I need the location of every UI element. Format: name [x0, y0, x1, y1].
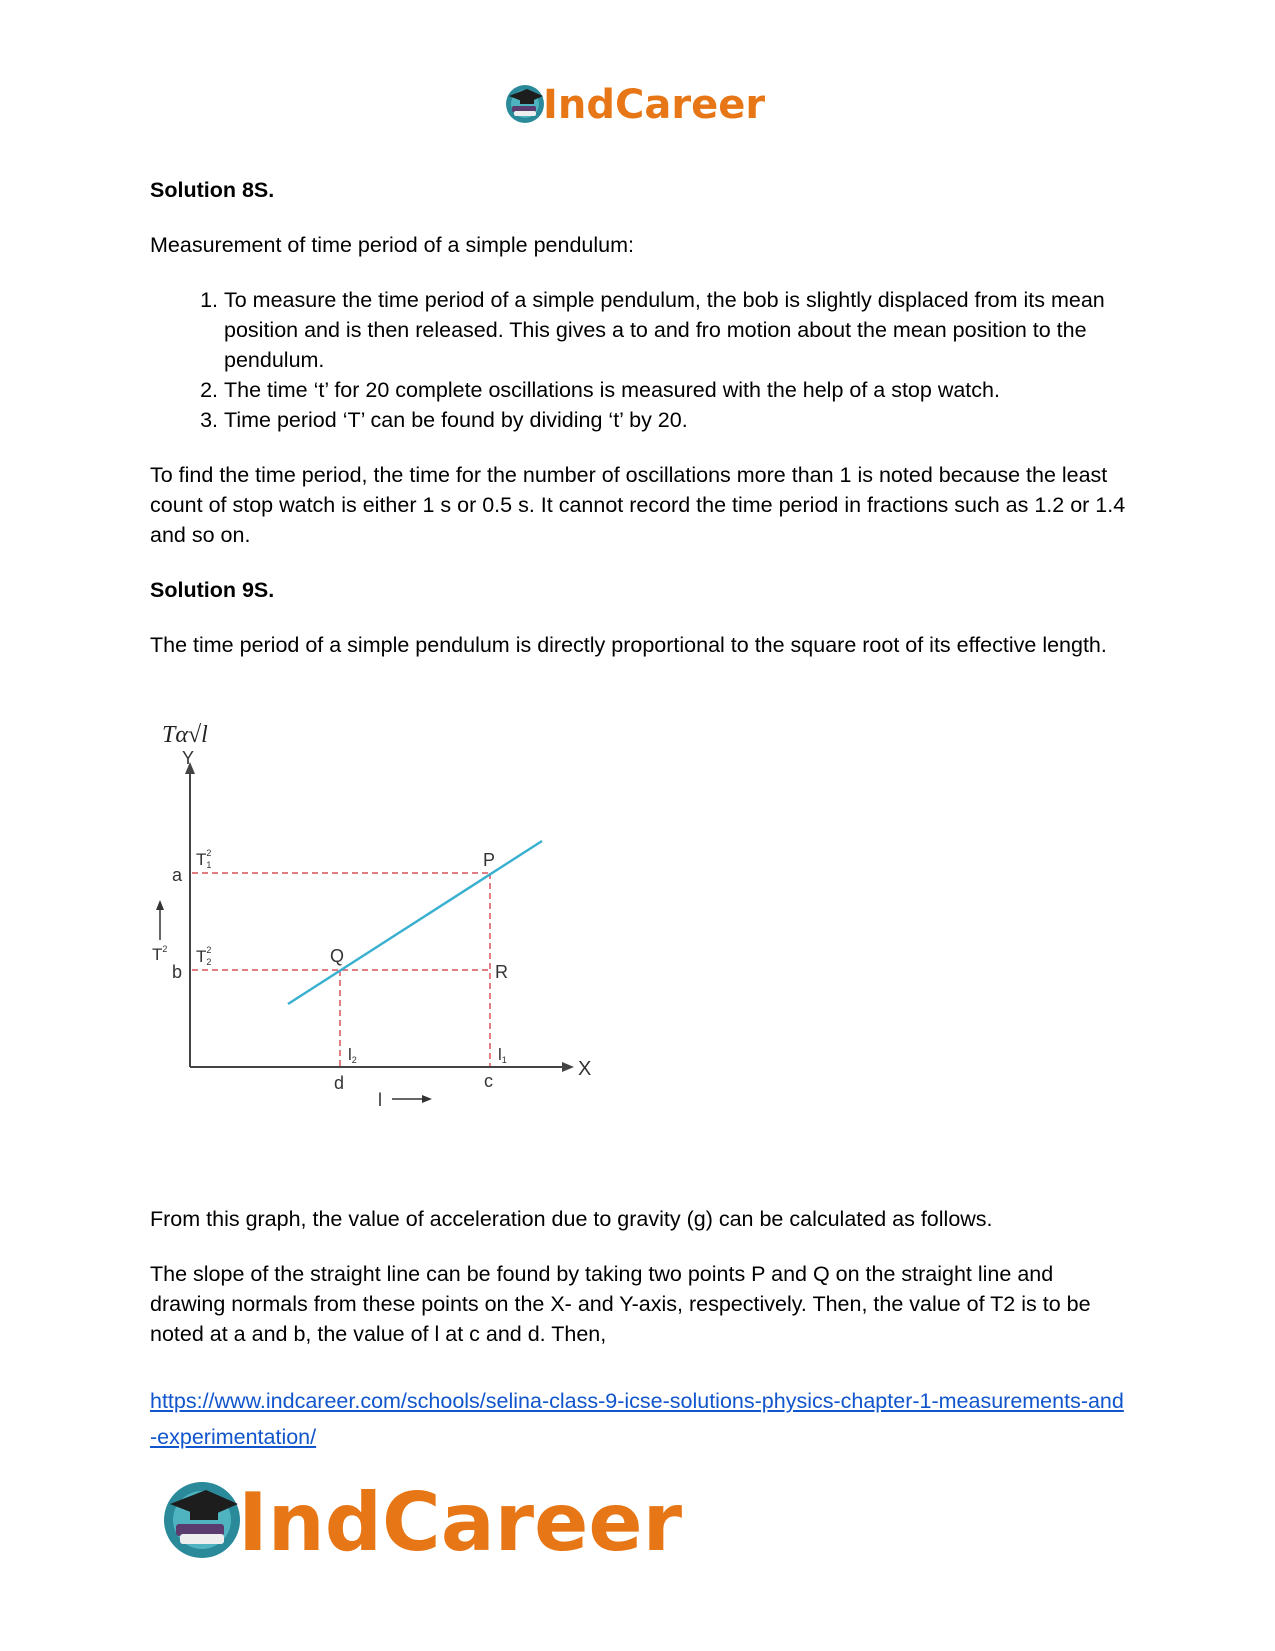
t-squared-vs-length-graph	[150, 720, 650, 1170]
label-d: d	[334, 1073, 345, 1093]
point-q-label: Q	[330, 946, 345, 966]
proportionality-formula: Tα√l	[162, 722, 208, 748]
graduation-cap-book-icon	[506, 85, 544, 123]
label-a: a	[172, 865, 183, 885]
label-l1: l1	[498, 1045, 507, 1065]
source-url-link[interactable]: https://www.indcareer.com/schools/selina-class-9-icse-solutions-physics-chapter-1-measurements-and-experimentation/	[150, 1389, 1124, 1449]
logo-text: IndCareer	[238, 1476, 683, 1568]
solution-9-statement: The time period of a simple pendulum is directly proportional to the square root of its effective length.	[150, 633, 1107, 657]
x-axis-label: X	[578, 1058, 592, 1080]
label-b: b	[172, 962, 183, 982]
label-t2-squared: T22	[196, 945, 212, 967]
x-axis-arrow-icon	[562, 1062, 574, 1072]
solution-9-heading: Solution 9S.	[150, 578, 275, 602]
label-t1-squared: T12	[196, 848, 212, 870]
y-axis-label: Y	[182, 748, 195, 768]
logo-text: IndCareer	[543, 82, 766, 128]
indcareer-logo-header	[503, 78, 775, 128]
solution-8-heading: Solution 8S.	[150, 178, 275, 202]
graph-explanation-1: From this graph, the value of acceleration due to gravity (g) can be calculated as follows.	[150, 1207, 993, 1231]
solution-8-steps	[150, 285, 1130, 435]
y-quantity-label: $T^2$	[152, 944, 168, 964]
label-l2: l2	[348, 1045, 357, 1065]
graph-explanation-2: The slope of the straight line can be found by taking two points P and Q on the straight line and drawing normals from these points on the X- and Y-axis, respectively. Then, the value of T2 is to be noted at a and b, the value of l at c and d. Then,	[150, 1262, 1091, 1346]
graduation-cap-book-icon	[164, 1482, 240, 1558]
x-quantity-label: l	[378, 1090, 382, 1110]
x-quantity-arrow-icon	[422, 1095, 432, 1103]
point-r-label: R	[495, 962, 508, 982]
point-p-label: P	[483, 850, 496, 870]
label-c: c	[484, 1071, 493, 1091]
solution-8-note: To find the time period, the time for the number of oscillations more than 1 is noted because the least count of stop watch is either 1 s or 0.5 s. It cannot record the time period in fractions such as 1.2 or 1.4 and so on.	[150, 463, 1126, 547]
list-item: 1. To measure the time period of a simple pendulum, the bob is slightly displaced from its mean position and is then released. This gives a to and fro motion about the mean position to the pendulum.	[224, 285, 1130, 375]
list-item: 3. Time period ‘T’ can be found by dividing ‘t’ by 20.	[224, 405, 1130, 435]
y-quantity-arrow-icon	[156, 900, 164, 910]
list-item: 2. The time ‘t’ for 20 complete oscillations is measured with the help of a stop watch.	[224, 375, 1130, 405]
solution-8-intro: Measurement of time period of a simple pendulum:	[150, 233, 634, 257]
indcareer-logo-footer	[160, 1468, 700, 1568]
